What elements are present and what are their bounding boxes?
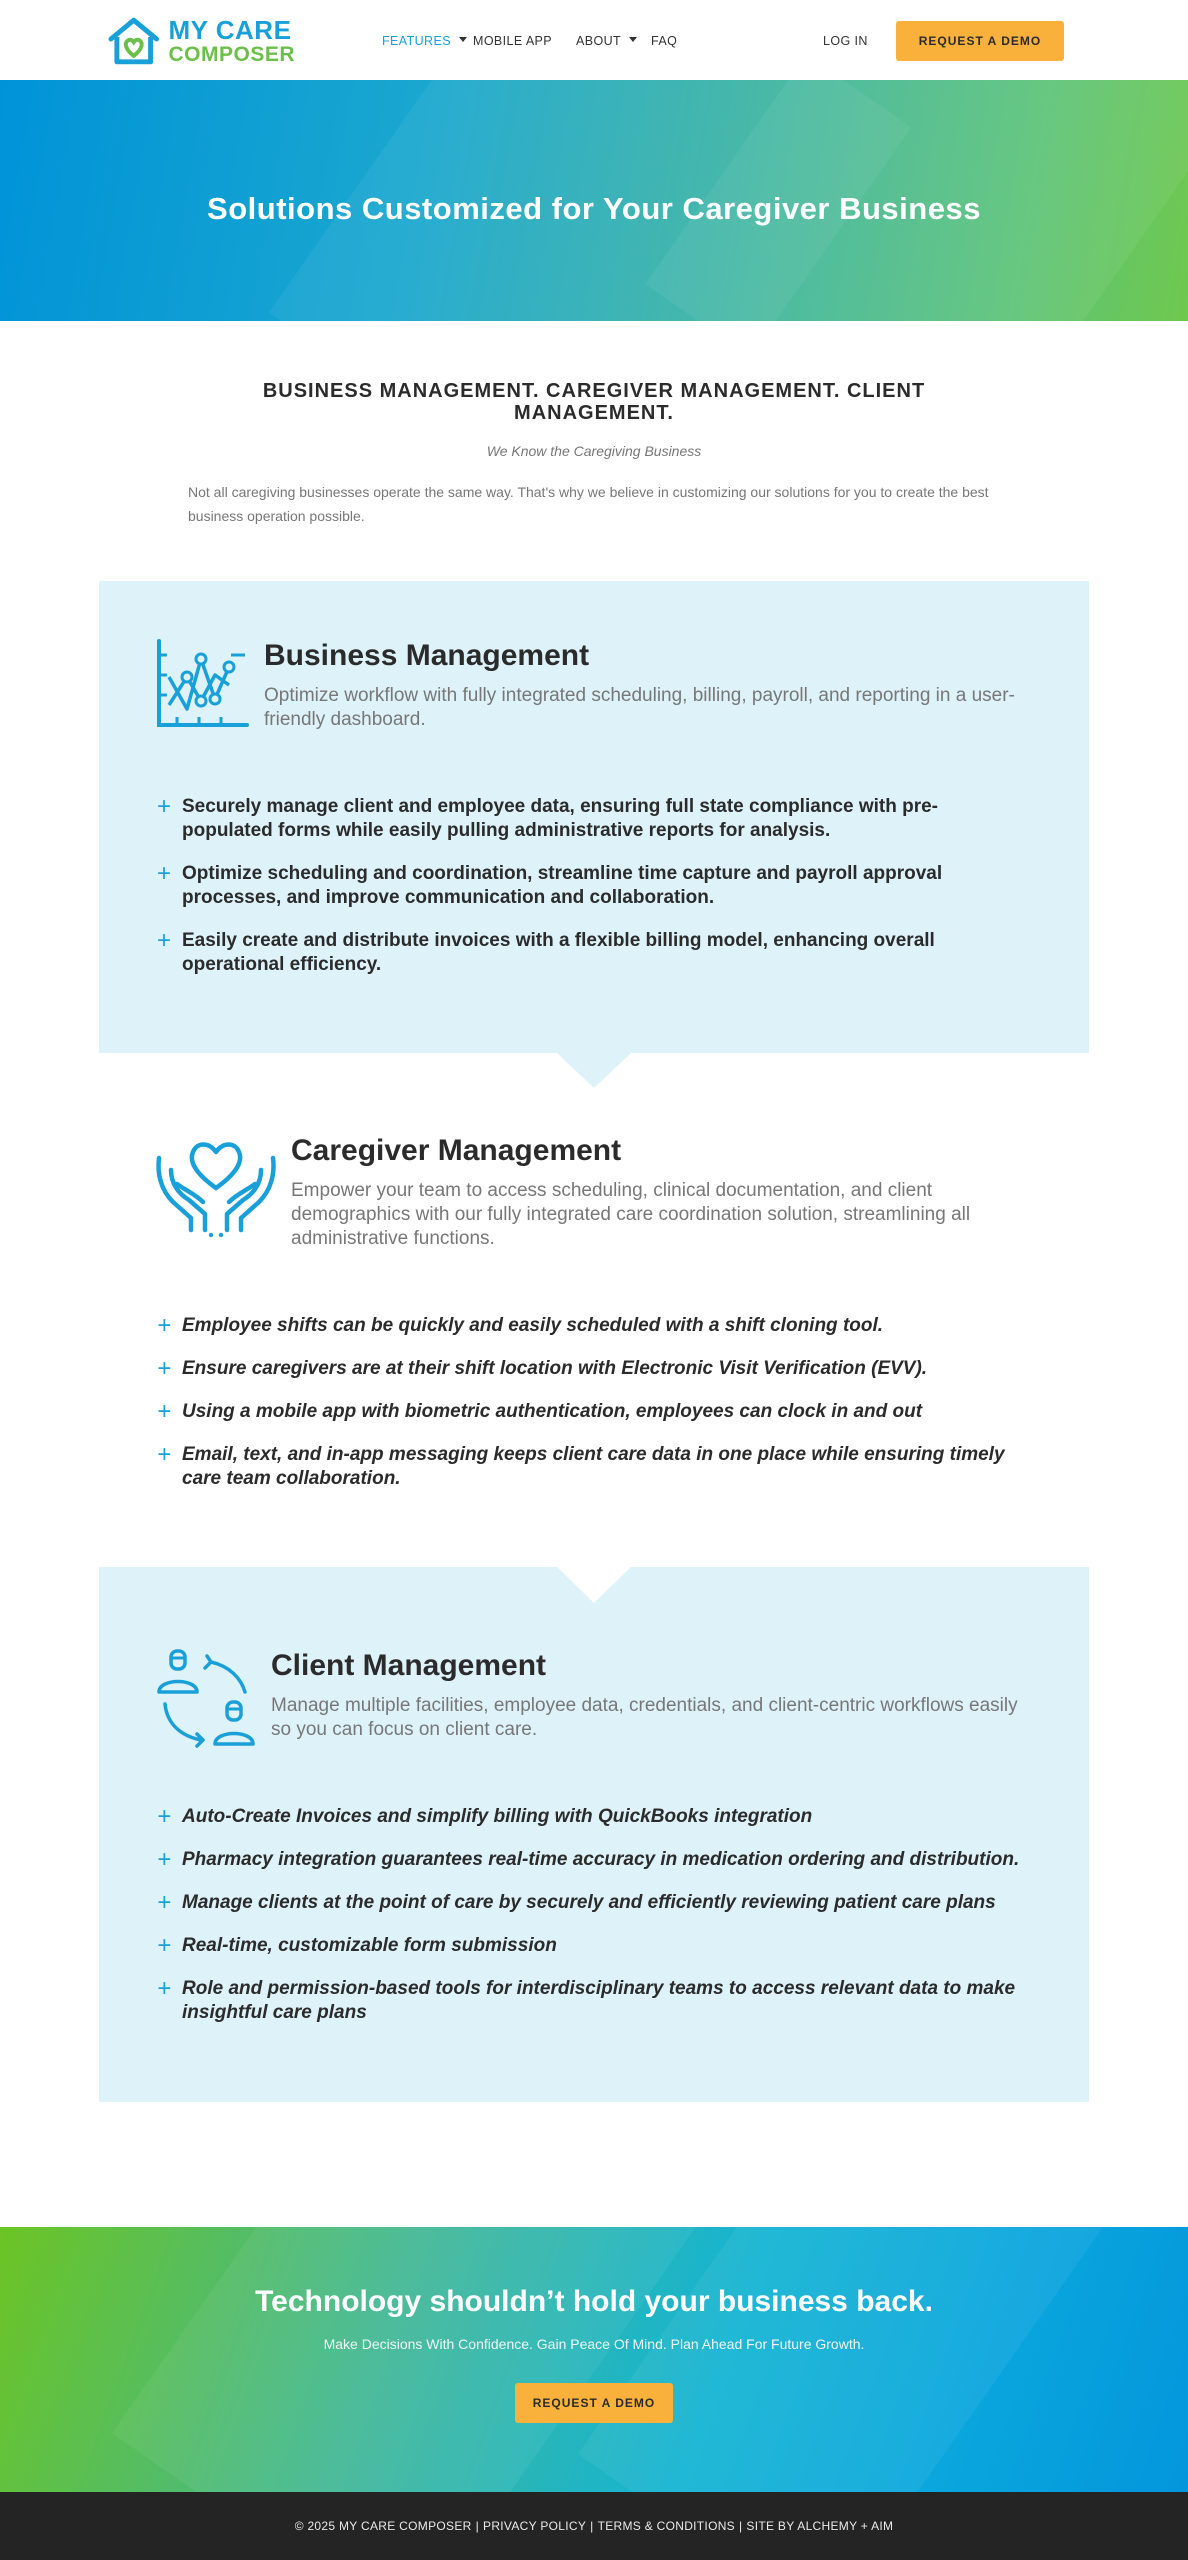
plus-icon: +: [157, 793, 172, 820]
nav-about-label: ABOUT: [576, 34, 622, 48]
people-exchange-icon: [155, 1648, 257, 1752]
list-item: [157, 1443, 1027, 1491]
list-item-text: Email, text, and in-app messaging keeps client care data in one place while ensuring timely care team collaboration.: [182, 1444, 1005, 1489]
list-item: [157, 1357, 1027, 1381]
client-management-list: [157, 1805, 1027, 2044]
plus-icon: +: [157, 1932, 172, 1959]
list-item-text: Auto-Create Invoices and simplify billing with QuickBooks integration: [182, 1806, 813, 1827]
nav-faq[interactable]: FAQ: [651, 34, 678, 48]
intro-subtitle: We Know the Caregiving Business: [486, 443, 702, 459]
plus-icon: +: [157, 1803, 172, 1830]
nav-about[interactable]: [576, 34, 637, 48]
caregiver-management-list: [157, 1314, 1027, 1510]
plus-icon: +: [157, 1355, 172, 1382]
list-item: [157, 1848, 1027, 1872]
list-item-text: Employee shifts can be quickly and easily scheduled with a shift cloning tool.: [182, 1315, 884, 1336]
plus-icon: +: [157, 927, 172, 954]
hero-banner: [0, 80, 1188, 321]
logo-text-line1: MY CARE: [168, 15, 292, 45]
list-item-text: Securely manage client and employee data, ensuring full state compliance with pre-populated forms while easily pulling administrative reports for analysis.: [182, 796, 938, 841]
cta-subtitle: Make Decisions With Confidence. Gain Peace Of Mind. Plan Ahead For Future Growth.: [323, 2336, 865, 2352]
section-notch: [557, 1567, 631, 1603]
intro-title: BUSINESS MANAGEMENT. CAREGIVER MANAGEMENT. CLIENT MANAGEMENT.: [262, 380, 926, 424]
list-item: [157, 1977, 1027, 2025]
list-item-text: Manage clients at the point of care by securely and efficiently reviewing patient care plans: [182, 1892, 996, 1913]
list-item: [157, 1934, 1027, 1958]
logo[interactable]: [105, 15, 295, 67]
nav-features[interactable]: [382, 34, 467, 48]
plus-icon: +: [157, 1975, 172, 2002]
footer-site-by-link[interactable]: SITE BY ALCHEMY + AIM: [746, 2519, 894, 2533]
list-item: [157, 1314, 1027, 1338]
cta-request-demo-button[interactable]: REQUEST A DEMO: [515, 2383, 673, 2423]
business-management-list: [157, 795, 1027, 996]
list-item-text: Optimize scheduling and coordination, streamline time capture and payroll approval processes, and improve communication and collaboration.: [182, 863, 943, 908]
business-management-title: Business Management: [264, 639, 590, 672]
client-management-desc: Manage multiple facilities, employee data, credentials, and client-centric workflows easily so you can focus on client care.: [271, 1695, 1018, 1740]
footer-privacy-link[interactable]: PRIVACY POLICY: [483, 2519, 587, 2533]
plus-icon: +: [157, 1846, 172, 1873]
list-item-text: Using a mobile app with biometric authentication, employees can clock in and out: [182, 1401, 923, 1422]
plus-icon: +: [157, 1889, 172, 1916]
chevron-down-icon: [459, 37, 467, 42]
list-item-text: Ensure caregivers are at their shift location with Electronic Visit Verification (EVV).: [182, 1358, 928, 1379]
logo-text-line2: COMPOSER: [168, 43, 295, 66]
list-item: [157, 862, 1027, 910]
caregiver-management-desc: Empower your team to access scheduling, clinical documentation, and client demographics with our fully integrated care coordination solution, streamlining all administrative functions.: [291, 1180, 971, 1249]
client-management-title: Client Management: [271, 1649, 547, 1682]
list-item: [157, 1400, 1027, 1424]
hero-title: Solutions Customized for Your Caregiver Business: [207, 191, 981, 226]
list-item-text: Easily create and distribute invoices with a flexible billing model, enhancing overall operational efficiency.: [182, 930, 935, 975]
footer-separator: |: [475, 2519, 480, 2533]
chart-line-icon: [155, 637, 249, 731]
list-item-text: Pharmacy integration guarantees real-time accuracy in medication ordering and distribution.: [182, 1849, 1020, 1870]
list-item-text: Real-time, customizable form submission: [182, 1935, 557, 1956]
footer: [0, 2492, 1188, 2560]
business-management-desc: Optimize workflow with fully integrated scheduling, billing, payroll, and reporting in a user-friendly dashboard.: [264, 685, 1015, 730]
footer-separator: |: [738, 2519, 743, 2533]
top-nav: [0, 0, 1188, 80]
plus-icon: +: [157, 1441, 172, 1468]
request-demo-button[interactable]: REQUEST A DEMO: [896, 21, 1064, 61]
footer-copyright: © 2025 MY CARE COMPOSER: [294, 2519, 472, 2533]
list-item: [157, 795, 1027, 843]
list-item-text: Role and permission-based tools for interdisciplinary teams to access relevant data to make insightful care plans: [182, 1978, 1016, 2023]
plus-icon: +: [157, 860, 172, 887]
nav-login[interactable]: LOG IN: [823, 34, 868, 48]
footer-terms-link[interactable]: TERMS & CONDITIONS: [597, 2519, 735, 2533]
nav-mobile-app[interactable]: MOBILE APP: [473, 34, 553, 48]
cta-banner: [0, 2227, 1188, 2492]
list-item: [157, 929, 1027, 977]
house-heart-logo-icon: [105, 15, 162, 67]
plus-icon: +: [157, 1398, 172, 1425]
list-item: [157, 1805, 1027, 1829]
caregiver-management-title: Caregiver Management: [291, 1134, 622, 1167]
chevron-down-icon: [629, 37, 637, 42]
section-notch: [557, 1053, 631, 1088]
list-item: [157, 1891, 1027, 1915]
cta-title: Technology shouldn’t hold your business back.: [255, 2285, 933, 2318]
plus-icon: +: [157, 1312, 172, 1339]
heart-hands-icon: [155, 1130, 277, 1240]
nav-features-label: FEATURES: [382, 34, 451, 48]
footer-separator: |: [590, 2519, 594, 2533]
intro-text: Not all caregiving businesses operate the same way. That's why we believe in customizing our solutions for you to create the best business operation possible.: [188, 484, 989, 524]
